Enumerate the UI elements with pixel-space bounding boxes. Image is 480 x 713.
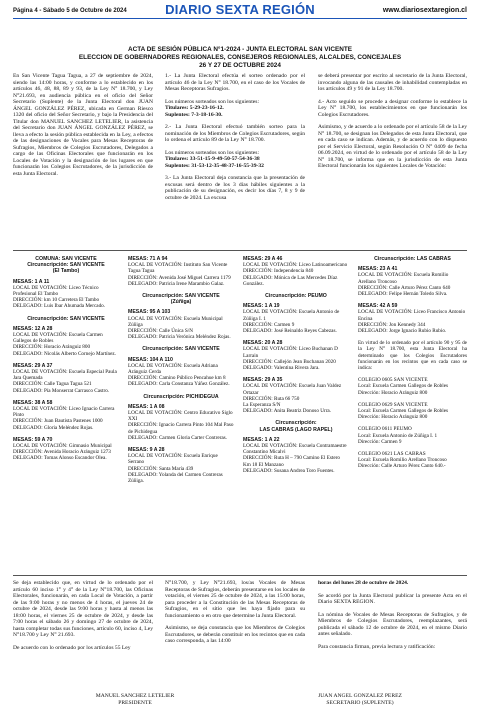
signature-secretary (285, 693, 435, 706)
mesa-title: MESAS: 1 A 08 (128, 403, 165, 410)
mesa-title: MESAS: 1 A 19 (243, 303, 280, 310)
title-line: ACTA DE SESIÓN PÚBLICA N°1-2024 - JUNTA ELECTORAL SAN VICENTE (127, 46, 352, 53)
mesa-detail: DELEGADO: Carmen Gloria Carter Contreras. (128, 434, 227, 441)
colegio-detail: Local: Escuela Romilio Arellano Troncoso (358, 457, 447, 464)
mesa-detail: DIRECCIÓN: Horacio Aránguiz 800 (13, 344, 91, 351)
mesa-block (358, 303, 467, 334)
mesa-detail: LOCAL DE VOTACIÓN: Escuela Contramaestre Constantino Micalvi (243, 443, 347, 456)
signature-role: SECRETARIO (SUPLENTE) (326, 699, 394, 706)
heading-line: Circunscripción: PEUMO (265, 293, 327, 300)
mesa-block (243, 340, 349, 371)
intro-column-1 (13, 73, 153, 183)
mesa-detail: LOCAL DE VOTACIÓN: Escuela Especial Paula Jara Quemada (13, 369, 117, 382)
mesa-block (13, 437, 119, 462)
mesa-detail: LOCAL DE VOTACIÓN: Escuela Municipal Zúñiga (128, 315, 223, 328)
mesa-block (243, 377, 349, 414)
closing-paragraph: horas del lunes 28 de octubre de 2024. (318, 580, 409, 586)
website-link[interactable]: www.diariosextaregion.cl (382, 7, 467, 14)
mesa-detail: DELEGADO: Valentina Rivera Jara. (243, 365, 320, 372)
signature-name: MANUEL SANCHEZ LETELIER (95, 693, 175, 699)
heading-line: Circunscripción: SAN VICENTE (27, 262, 105, 269)
mesa-title: MESAS: 38 A 58 (13, 399, 53, 406)
mesa-detail: DELEGADO: Mónica de Las Mercedes Díaz González. (243, 274, 338, 287)
closing-paragraph: De acuerdo con lo ordenado por los artículos 55 Ley (13, 644, 131, 651)
colegios-paragraph: En virtud de lo ordenado por el artículo 90 y 95 de la Ley N° 18.700, esta Junta Electoral ha determinado que los Colegios Escrutadores funcionarán en los recintos que en cada caso se indica: (358, 340, 467, 372)
mesa-detail: DELEGADO: Nicolás Alberto Cornejo Martínez. (13, 350, 117, 357)
mesa-detail: DIRECCIÓN: Ignacio Carrera Pinto 104 Mal Paso de Pichidegua (128, 422, 234, 435)
mesa-detail: DELEGADO: Felipe Hernán Toledo Silva. (358, 291, 448, 298)
intro-paragraph: 1.- La Junta Electoral efectúa el sorteo ordenado por el artículo 46 de la Ley N° 18.700, en el caso de los Vocales de Mesas Receptoras Sufragios. (165, 73, 305, 92)
colegio-detail: Local: Escuela Carmen Gallegos de Robles (358, 408, 449, 415)
sorteo-suplentes: Suplentes: 7-3-18-16-30. (165, 111, 223, 118)
mesa-title: MESAS: 23 A 41 (358, 266, 398, 273)
heading-line: COMUNA: SAN VICENTE (35, 256, 97, 262)
mesa-title: MESAS: 9 A 28 (128, 447, 165, 454)
section-divider (13, 575, 467, 576)
colegio-title: COLEGIO 0621 LAS CABRAS (358, 451, 426, 458)
mesa-block (128, 447, 234, 484)
colegio-block (358, 451, 467, 470)
mesa-detail: LOCAL DE VOTACIÓN: Escuela Antonio de Zúñiga I. 1 (243, 309, 340, 322)
mesa-detail: DIRECCIÓN: Carmen 9 (243, 321, 295, 328)
intro-line: Los números sorteados son los siguientes: (165, 149, 259, 156)
mesa-detail: DIRECCIÓN: Calle Única S/N (128, 328, 193, 335)
mesa-detail: DELEGADO: José Reinaldo Reyes Cabezas. (243, 328, 337, 335)
closing-paragraph: La nómina de Vocales de Mesas Receptoras de Sufragios, y de Miembros de Colegios Escrutadores, reemplazantes, será publicada el sábado 12 de octubre de 2024, en el mismo Diario antes señalado. (318, 611, 467, 637)
mesa-title: MESAS: 42 A 59 (358, 303, 398, 310)
circunscripcion-heading (128, 394, 234, 400)
intro-column-2 (165, 73, 305, 207)
mesa-title: MESAS: 29 A 46 (243, 256, 283, 262)
mesa-detail: La Esperanza S/N (243, 402, 281, 409)
mesa-title: MESAS: 1 A 22 (243, 436, 280, 443)
signature-president (60, 693, 210, 706)
mesa-title: MESAS: 59 A 70 (13, 436, 53, 443)
header-rule (13, 18, 467, 19)
escrutadores-suplentes: Suplentes: 31-53-12-35-48-37-16-55-39-32 (165, 162, 264, 169)
colegio-title: COLEGIO 0611 PEUMO (358, 426, 412, 433)
colegio-detail: Dirección: Horacio Aránguiz 800 (358, 414, 428, 421)
mesa-detail: DELEGADO: Luis Ibar Ahumada Mercado. (13, 303, 106, 310)
mesa-title: MESAS: 12 A 28 (13, 325, 53, 332)
mesa-detail: DIRECCIÓN: Callejón Jean Buchanan 2020 (243, 358, 336, 365)
heading-line: (Zúñiga) (170, 299, 192, 306)
signature-role: PRESIDENTE (118, 699, 152, 706)
closing-column-1 (13, 580, 153, 651)
masthead-title: DIARIO SEXTA REGIÓN (165, 2, 315, 17)
intro-paragraph: se deberá presentar por escrito al secretario de la Junta Electoral, invocando alguna de las causales de inhabilidad contempladas en los artículos 49 y 91 de la Ley 18.700. (318, 73, 467, 92)
mesa-detail: LOCAL DE VOTACIÓN: Escuela Carmen Gallegos de Robles (13, 332, 103, 345)
listing-column-c (243, 256, 349, 480)
circunscripcion-heading (13, 256, 119, 275)
mesa-detail: LOCAL DE VOTACIÓN: Escuela Adriana Aránguiz Cerda (128, 362, 218, 376)
heading-line: Circunscripción: PICHIDEGUA (143, 393, 219, 400)
mesa-detail: DIRECCIÓN: Calle Arturo Pérez Canto 640 (358, 284, 451, 291)
mesa-detail: DELEGADO: Pía Monserrat Carrasco Castro. (13, 387, 110, 394)
escrutadores-titulares: Titulares: 33-51-15-9-49-50-57-54-36-38 (165, 156, 260, 162)
closing-column-2 (165, 580, 305, 645)
intro-paragraph: 4.- Acto seguido se procede a designar conforme lo establece la Ley N° 18.700, los establecimientos en que funcionarán los Colegios Escrutadores. (318, 98, 467, 118)
intro-column-3 (318, 73, 467, 176)
page-header (13, 4, 467, 34)
colegio-title: COLEGIO 0605 SAN VICENTE (358, 377, 428, 384)
mesa-detail: DIRECCIÓN: Ruta H – 790 Camino El Estero Km 18 El Manzano (243, 455, 340, 468)
mesa-block (13, 363, 119, 394)
intro-paragraph: 3.- La Junta Electoral deja constancia que la presentación de excusas será dentro de los 3 días hábiles siguientes a la publicación de su designación, es decir los días 7, 8 y 9 de octubre de 2024. La excusa (165, 175, 305, 201)
mesa-detail: DIRECCIÓN: Independencia 840 (243, 268, 314, 275)
mesa-detail: DIRECCIÓN: Camino Público Pencahue km 8 (128, 375, 226, 382)
closing-paragraph: N°18.700, y Ley N°21.693, los/as Vocales de Mesas Receptoras de Sufragios, deberán presentarse en los locales de votación, el viernes 25 de octubre de 2024, a las 15:00 horas, para proceder a la Constitución de las Mesas Receptoras de Sufragios, en el sitio que les haya fijado para su funcionamiento o en otro que determine la Junta Electoral. (165, 580, 305, 619)
mesa-block (243, 437, 349, 474)
mesa-detail: LOCAL DE VOTACIÓN: Liceo Ignacio Carrera Pinto (13, 406, 115, 419)
colegio-detail: Dirección: Calle Arturo Pérez Canto 640.- (358, 463, 446, 470)
listing-column-d (358, 256, 467, 476)
mesa-detail: LOCAL DE VOTACIÓN: Liceo Técnico Profesional El Tambo (13, 284, 99, 298)
mesa-block (128, 309, 234, 340)
mesa-detail: DELEGADO: Patricia Verónica Meléndez Rojas. (128, 334, 231, 341)
colegio-detail: Dirección: Carmen 9 (358, 438, 402, 445)
page-label: Página 4 - Sábado 5 de Octubre de 2024 (13, 8, 127, 14)
mesa-detail: DELEGADO: Carla Constanza Yáñez González. (128, 381, 230, 388)
sorteo-titulares: Titulares: 5-29-23-16-12. (165, 105, 224, 111)
circunscripcion-heading (13, 316, 119, 322)
mesa-detail: LOCAL DE VOTACIÓN: Gimnasio Municipal (13, 443, 112, 450)
heading-line: Circunscripción: SAN VICENTE (142, 293, 220, 300)
mesa-detail: LOCAL DE VOTACIÓN: Instituto San Vicente Tagua Tagua (128, 262, 228, 275)
closing-paragraph: Asimismo, se deja constancia que los Miembros de Colegios Escrutadores, se deberán constituir en los recintos que en cada caso corresponda, a las 14:00 (165, 625, 305, 644)
mesa-detail: DIRECCIÓN: km 10 Carretera El Tambo (13, 297, 100, 304)
mesa-block (243, 256, 349, 287)
closing-paragraph: Se deja establecido que, en virtud de lo ordenado por el artículo 60 inciso 1° y 4° de la Ley N°18.700, las Oficinas Electorales, funcionarán, en cada Local de Votación, a partir de las 9:00 horas y no menos de 4 horas, el jueves 24 de octubre de 2024, desde las 9:00 horas y hasta al menos las 18:00 horas, el viernes 25 de octubre de 2024, y desde las 7:00 horas el sábado 26 y domingo 27 de octubre de 2024, hasta completar todas sus funciones, artículo 60, inciso 4, Ley N°18.700 y Ley N° 21.693. (13, 580, 153, 638)
circunscripcion-heading (358, 256, 467, 262)
heading-line: Circunscripción: LAS CABRAS (374, 256, 451, 262)
mesa-title: MESAS: 95 A 103 (128, 309, 171, 316)
mesa-detail: DIRECCIÓN: Juan Bautista Pastenes 1000 (13, 418, 103, 425)
mesa-title: MESAS: 71 A 94 (128, 256, 168, 262)
mesa-detail: DELEGADO: Yolanda del Carmen Contreras Zúñiga. (128, 471, 223, 485)
mesa-detail: DELEGADO: Patricia Irene Marambio Galaz. (128, 280, 225, 287)
mesa-block (128, 357, 234, 388)
mesa-title: MESAS: 104 A 110 (128, 356, 173, 363)
mesa-detail: DIRECCIÓN: Calle Tagua Tagua 521 (13, 381, 92, 388)
mesa-detail: LOCAL DE VOTACIÓN: Escuela Romilio Arellano Troncoso (358, 272, 449, 285)
listing-column-a (13, 256, 119, 468)
heading-line: Circunscripción: SAN VICENTE (142, 346, 220, 353)
mesa-detail: DIRECCIÓN: Avenida José Miguel Carrera 1179 (128, 274, 231, 281)
mesa-detail: DIRECCIÓN: Jon Kennedy 344 (358, 321, 426, 328)
colegio-detail: Local: Escuela Antonio de Zúñiga I. 1 (358, 432, 438, 439)
heading-line: (El Tambo) (52, 268, 80, 275)
colegio-block (358, 426, 467, 445)
colegio-detail: Dirección: Horacio Aránguiz 800 (358, 389, 428, 396)
closing-paragraph: Se acordó por la Junta Electoral publicar la presente Acta en el Diario SEXTA REGION. (318, 592, 467, 605)
colegio-detail: Local: Escuela Carmen Gallegos de Robles (358, 383, 449, 390)
signature-name: JUAN ANGEL GONZALEZ PEREZ (318, 693, 402, 699)
document-title (13, 46, 467, 70)
mesa-block (128, 256, 234, 287)
mesa-block (358, 266, 467, 297)
heading-line: Circunscripción: (275, 420, 317, 427)
listing-column-b (128, 256, 234, 490)
mesa-detail: DELEGADO: Tomas Alonso Escandor Olea. (13, 455, 107, 462)
mesa-detail: DELEGADO: Susana Andrea Toro Fuentes. (243, 467, 335, 474)
title-line: 26 Y 27 DE OCTUBRE 2024 (199, 62, 281, 69)
circunscripcion-heading (128, 346, 234, 352)
mesa-detail: DIRECCIÓN: Avenida Horacio Aránguiz 1273 (13, 449, 111, 456)
mesa-block (128, 404, 234, 441)
mesa-title: MESAS: 29 A 37 (13, 362, 53, 369)
intro-paragraph: 2.- La Junta Electoral efectuó también sorteo para la nominación de los Miembros de Colegios Escrutadores, según lo ordena el artículo 89 de la Ley N° 18.700. (165, 124, 305, 143)
colegio-block (358, 377, 467, 396)
colegio-title: COLEGIO 0629 SAN VICENTE (358, 401, 428, 408)
mesa-title: MESAS: 20 A 28 (243, 340, 283, 347)
mesa-title: MESAS: 1 A 11 (13, 278, 50, 285)
closing-paragraph: Para constancia firman, previa lectura y ratificación: (318, 643, 436, 650)
intro-paragraph: Asimismo, y de acuerdo a lo ordenado por el artículo 58 de la Ley N° 18.700, se designan los Delegados de esta Junta Electoral, que en cada caso se indican. Además, y de acuerdo con lo dispuesto por el Servicio Electoral, según Resolución O N° 0409 de fecha 06.09.2024, en virtud de lo ordenado por el artículo 58 de la Ley N° 18.700, se informa que en la jurisdicción de esta Junta Electoral funcionarán los siguientes Locales de Votación: (318, 124, 467, 169)
mesa-block (13, 279, 119, 310)
mesa-block (243, 303, 349, 334)
mesa-block (13, 326, 119, 357)
mesa-detail: DIRECCIÓN: Santa María 439 (128, 465, 194, 472)
mesa-detail: LOCAL DE VOTACIÓN: Liceo Francisco Antonio Encina (358, 309, 466, 322)
circunscripcion-heading (243, 420, 349, 432)
mesa-detail: LOCAL DE VOTACIÓN: Centro Educativo Siglo XXI (128, 410, 233, 423)
colegio-block (358, 402, 467, 421)
mesa-detail: LOCAL DE VOTACIÓN: Liceo Latinoamericano (243, 262, 348, 269)
mesa-detail: LOCAL DE VOTACIÓN: Escuela Enrique Serrano (128, 453, 218, 466)
mesa-detail: DELEGADO: Anita Beatriz Donoso Urra. (243, 408, 332, 415)
circunscripcion-heading (243, 293, 349, 299)
mesa-detail: DELEGADO: Jorge Ignacio Rubio Rubio. (358, 328, 447, 335)
mesa-title: MESAS: 29 A 35 (243, 377, 283, 384)
mesa-detail: LOCAL DE VOTACIÓN: Liceo Buchanan D Larrain (243, 346, 338, 359)
title-line: ELECCION DE GOBERNADORES REGIONALES, CONSEJEROS REGIONALES, ALCALDES, CONCEJALES (78, 54, 402, 61)
section-divider (13, 250, 467, 251)
mesa-block (13, 400, 119, 431)
mesa-detail: LOCAL DE VOTACIÓN: Escuela Juan Valdez Ortazar (243, 383, 342, 396)
closing-column-3 (318, 580, 467, 650)
intro-line: Los números sorteados son los siguientes: (165, 98, 259, 105)
mesa-detail: DELEGADO: Gloria Meléndez Rojas. (13, 424, 94, 431)
mesa-detail: DIRECCIÓN: Ruta 66 750 (243, 395, 300, 402)
intro-paragraph: En San Vicente Tagua Tagua, a 27 de septiembre de 2024, siendo las 14:00 horas, y conforme a lo establecido en los artículos 46, 48, 88, 89 y 93, de la Ley N° 18.700, y Ley N°21.693, en audiencia pública en el oficio del Señor Secretario (Suplente) de la Junta Electoral don JUAN ÁNGEL GONZÁLEZ PÉREZ, ubicada en German Riesco 1320 del oficio del Señor Secretario, y bajo la Presidencia del Titular don MANUEL SANCHEZ LETELIER, la asistencia del Secretario don JUAN ÁNGEL GONZÁLEZ PÉREZ, se lleva a efecto la sesión pública establecida en la Ley, a efectos de las designaciones de Vocales para Mesas Receptoras de Sufragios, Miembros de Colegios Escrutadores, Delegados a cargo de las Oficinas Electorales que funcionarán en los Locales de Votación y la designación de los lugares en que funcionarán los Colegios Escrutadores, de la jurisdicción de esta Junta Electoral. (13, 73, 153, 177)
circunscripcion-heading (128, 293, 234, 305)
heading-line: LAS CABRAS (LAGO RAPEL) (259, 426, 333, 433)
heading-line: Circunscripción: SAN VICENTE (27, 315, 105, 322)
